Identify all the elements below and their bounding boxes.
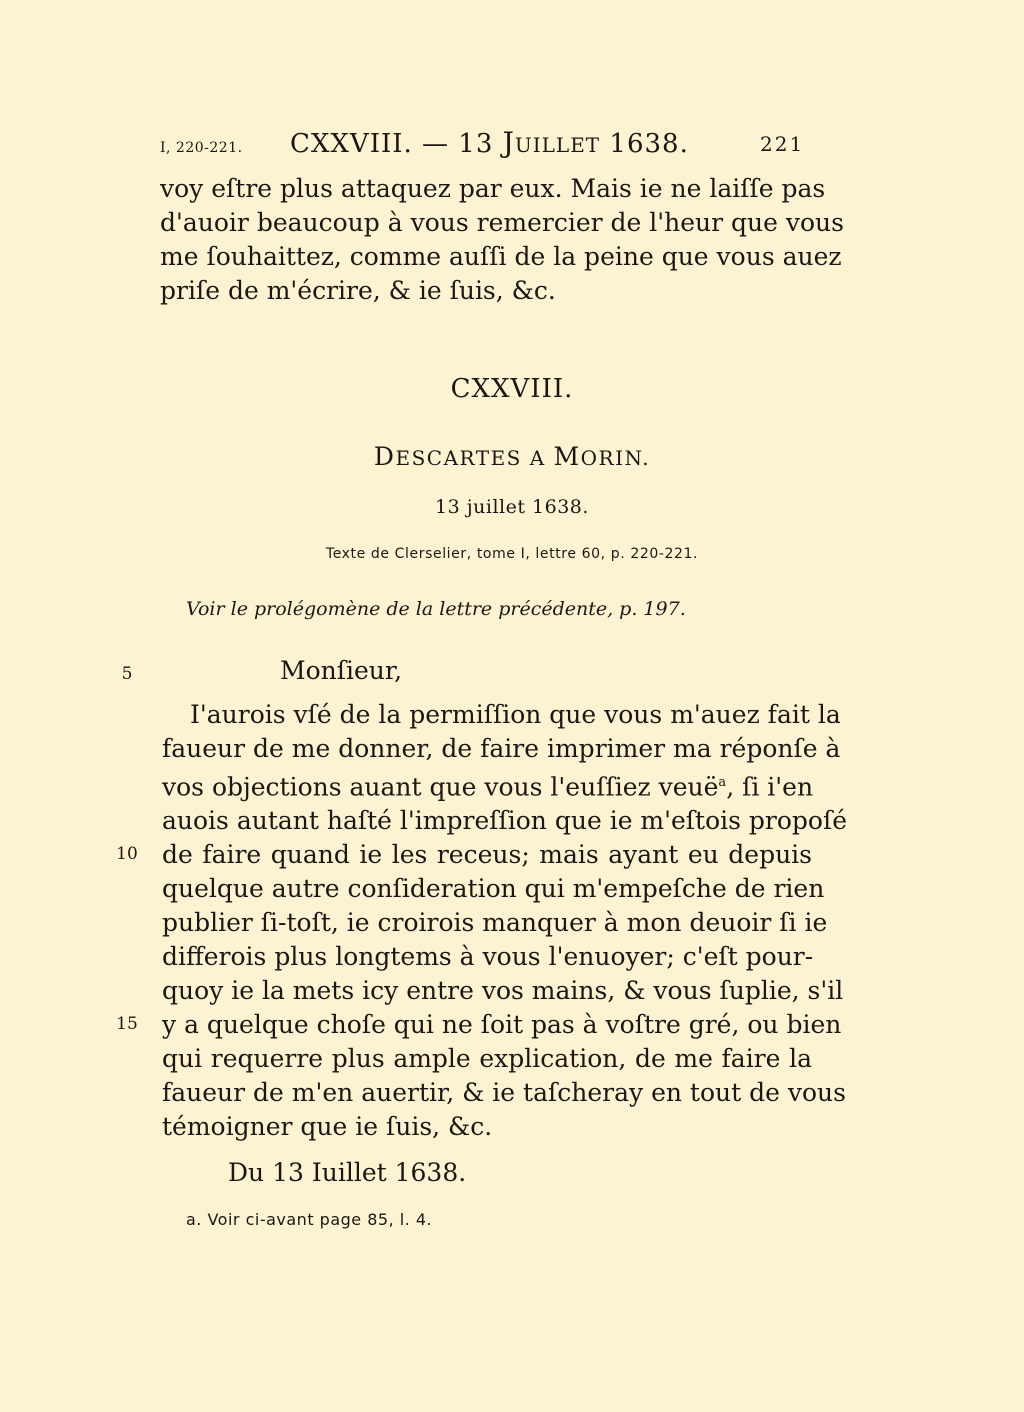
page-number: 221 bbox=[760, 132, 805, 156]
text-line-part: , ſi i'en bbox=[726, 772, 814, 802]
footnote-marker: a bbox=[718, 775, 727, 790]
text-line: y a quelque choſe qui ne ſoit pas à voſtre gré, ou bien bbox=[162, 1010, 842, 1040]
letter-title bbox=[0, 442, 1024, 471]
header-title bbox=[290, 126, 689, 159]
header-reference: I, 220-221. bbox=[160, 140, 243, 156]
header-year: 1638. bbox=[609, 129, 689, 159]
line-number: 10 bbox=[116, 844, 138, 864]
text-line: publier ſi-toſt, ie croirois manquer à mon deuoir ſi ie bbox=[162, 908, 828, 938]
text-line: quelque autre conſideration qui m'empeſche de rien bbox=[162, 874, 825, 904]
text-line: de faire quand ie les receus; mais ayant eu depuis bbox=[162, 840, 812, 870]
header-month-initial: J bbox=[502, 126, 515, 159]
editorial-note: Voir le prolégomène de la lettre précédente, p. 197. bbox=[186, 598, 686, 620]
footnote: a. Voir ci-avant page 85, l. 4. bbox=[186, 1210, 433, 1229]
header-letter-number: CXXVIII. — bbox=[290, 129, 450, 159]
letter-date: 13 juillet 1638. bbox=[435, 496, 589, 518]
title-initial-m: M bbox=[553, 442, 581, 471]
text-line bbox=[162, 766, 812, 804]
letter-source: Texte de Clerselier, tome I, lettre 60, p. 220-221. bbox=[325, 546, 699, 562]
text-line: auois autant haſté l'impreſſion que ie m'eſtois propoſé bbox=[162, 806, 848, 836]
title-initial-d: D bbox=[373, 442, 396, 471]
letter-closing-date: Du 13 Iuillet 1638. bbox=[228, 1158, 467, 1187]
text-line-part: vos objections auant que vous l'euſſiez veuë bbox=[162, 772, 719, 802]
text-line: d'auoir beaucoup à vous remercier de l'heur que vous bbox=[160, 208, 844, 237]
header-day: 13 bbox=[458, 129, 494, 159]
line-number: 15 bbox=[116, 1014, 138, 1034]
previous-letter-ending bbox=[160, 172, 844, 308]
title-part-1: ESCARTES A bbox=[395, 446, 554, 470]
line-number: 5 bbox=[121, 664, 133, 684]
header-month-rest: UILLET bbox=[514, 133, 601, 157]
text-line: témoigner que ie ſuis, &c. bbox=[162, 1112, 493, 1142]
text-line: qui requerre plus ample explication, de me faire la bbox=[162, 1044, 812, 1074]
text-line: faueur de me donner, de faire imprimer ma réponſe à bbox=[162, 734, 841, 763]
title-part-2: ORIN. bbox=[580, 446, 651, 470]
text-line: me ſouhaittez, comme auſſi de la peine que vous auez bbox=[160, 242, 842, 271]
text-line: voy eſtre plus attaquez par eux. Mais ie ne laiſſe pas bbox=[160, 174, 826, 203]
text-line: differois plus longtems à vous l'enuoyer; c'eſt pour- bbox=[162, 942, 814, 972]
text-line: quoy ie la mets icy entre vos mains, & vous ſuplie, s'il bbox=[162, 976, 844, 1006]
letter-body bbox=[162, 698, 848, 1144]
text-line: priſe de m'écrire, & ie ſuis, &c. bbox=[160, 276, 556, 305]
text-line: faueur de m'en auertir, & ie taſcheray en tout de vous bbox=[162, 1078, 846, 1108]
text-line: I'aurois vſé de la permiſſion que vous m'auez fait la bbox=[190, 700, 841, 729]
letter-number-heading: CXXVIII. bbox=[450, 374, 574, 404]
salutation: Monſieur, bbox=[280, 656, 403, 685]
